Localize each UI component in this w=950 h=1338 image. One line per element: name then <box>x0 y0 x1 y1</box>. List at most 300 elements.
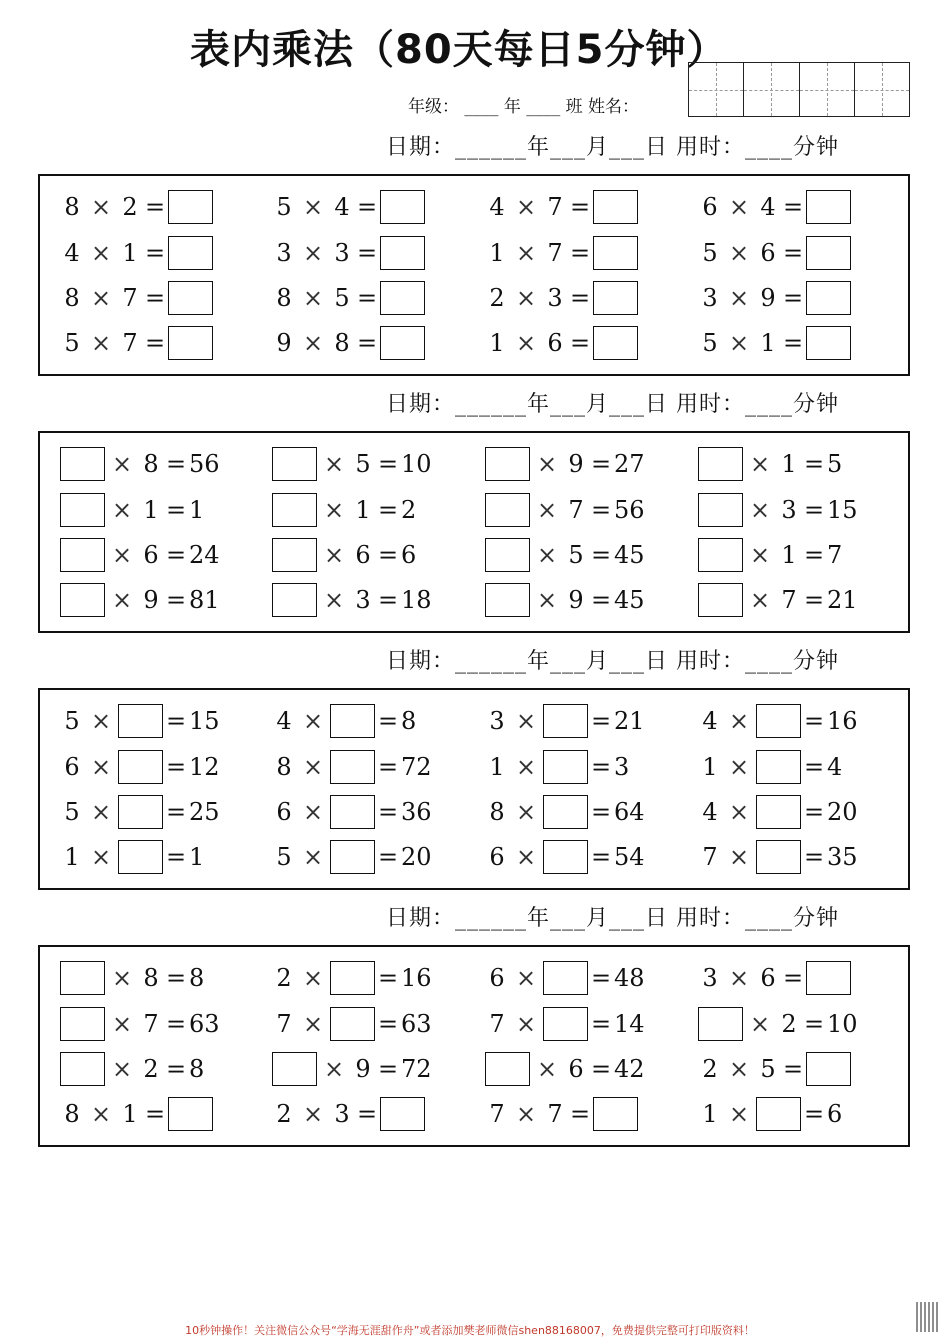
answer-box[interactable] <box>330 961 375 995</box>
answer-box[interactable] <box>806 281 851 315</box>
answer-box[interactable] <box>330 704 375 738</box>
problem <box>60 1005 223 1043</box>
times-sign: × <box>111 541 133 569</box>
times-sign: × <box>515 193 537 221</box>
qr-code-icon <box>916 1302 938 1332</box>
answer-box[interactable] <box>698 1007 743 1041</box>
equals-sign: = <box>356 1100 378 1128</box>
equals-sign: = <box>165 541 187 569</box>
problem <box>272 324 425 362</box>
equals-sign: = <box>144 329 166 357</box>
times-sign: × <box>90 843 112 871</box>
problem <box>485 1050 648 1088</box>
answer-box[interactable] <box>756 840 801 874</box>
answer-box[interactable] <box>380 190 425 224</box>
equals-sign: = <box>803 1010 825 1038</box>
problem <box>272 1050 435 1088</box>
times-sign: × <box>749 496 771 524</box>
equals-sign: = <box>356 329 378 357</box>
problem <box>272 445 435 483</box>
factor: 3 <box>334 1100 350 1128</box>
answer-box[interactable] <box>593 236 638 270</box>
factor: 8 <box>143 964 159 992</box>
name-box[interactable] <box>800 63 855 116</box>
answer-box[interactable] <box>698 493 743 527</box>
product: 8 <box>401 707 417 735</box>
problem <box>272 702 435 740</box>
factor: 9 <box>568 586 584 614</box>
equals-sign: = <box>803 753 825 781</box>
factor: 5 <box>334 284 350 312</box>
factor: 7 <box>568 496 584 524</box>
problem <box>485 234 638 272</box>
problem <box>272 234 425 272</box>
problem-section <box>38 688 910 890</box>
problem <box>485 1095 638 1133</box>
factor: 7 <box>781 586 797 614</box>
equals-sign: = <box>590 798 612 826</box>
grade-blank[interactable]: ____ <box>464 97 499 117</box>
answer-box[interactable] <box>485 447 530 481</box>
factor: 5 <box>64 329 80 357</box>
product: 7 <box>827 541 843 569</box>
problem <box>698 1050 851 1088</box>
answer-box[interactable] <box>330 750 375 784</box>
times-sign: × <box>728 193 750 221</box>
problem <box>485 536 648 574</box>
factor: 8 <box>276 284 292 312</box>
product: 36 <box>401 798 432 826</box>
times-sign: × <box>536 541 558 569</box>
problem <box>698 491 861 529</box>
equals-sign: = <box>590 541 612 569</box>
factor: 1 <box>702 753 718 781</box>
equals-sign: = <box>165 798 187 826</box>
times-sign: × <box>728 329 750 357</box>
answer-box[interactable] <box>168 236 213 270</box>
factor: 7 <box>547 193 563 221</box>
problem <box>698 1005 861 1043</box>
equals-sign: = <box>569 1100 591 1128</box>
problem <box>485 959 648 997</box>
answer-box[interactable] <box>593 326 638 360</box>
answer-box[interactable] <box>485 1052 530 1086</box>
factor: 4 <box>760 193 776 221</box>
answer-box[interactable] <box>168 1097 213 1131</box>
factor: 1 <box>781 541 797 569</box>
equals-sign: = <box>356 284 378 312</box>
product: 20 <box>827 798 858 826</box>
factor: 3 <box>276 239 292 267</box>
times-sign: × <box>536 586 558 614</box>
times-sign: × <box>515 707 537 735</box>
problem <box>485 188 638 226</box>
product: 27 <box>614 450 645 478</box>
product: 16 <box>401 964 432 992</box>
factor: 3 <box>489 707 505 735</box>
equals-sign: = <box>377 541 399 569</box>
equals-sign: = <box>165 496 187 524</box>
problem <box>60 959 223 997</box>
equals-sign: = <box>165 707 187 735</box>
product: 63 <box>401 1010 432 1038</box>
factor: 2 <box>702 1055 718 1083</box>
equals-sign: = <box>569 239 591 267</box>
problem <box>60 1050 223 1088</box>
factor: 8 <box>334 329 350 357</box>
times-sign: × <box>90 193 112 221</box>
problem <box>485 279 638 317</box>
factor: 6 <box>760 964 776 992</box>
factor: 4 <box>276 707 292 735</box>
factor: 5 <box>355 450 371 478</box>
answer-box[interactable] <box>543 795 588 829</box>
answer-box[interactable] <box>380 1097 425 1131</box>
equals-sign: = <box>144 193 166 221</box>
factor: 8 <box>143 450 159 478</box>
problem <box>485 838 648 876</box>
factor: 3 <box>702 284 718 312</box>
problem <box>698 748 861 786</box>
answer-box[interactable] <box>330 795 375 829</box>
times-sign: × <box>323 541 345 569</box>
times-sign: × <box>749 1010 771 1038</box>
factor: 7 <box>122 329 138 357</box>
times-sign: × <box>302 753 324 781</box>
equals-sign: = <box>803 707 825 735</box>
product: 24 <box>189 541 220 569</box>
answer-box[interactable] <box>756 750 801 784</box>
answer-box[interactable] <box>272 493 317 527</box>
factor: 4 <box>64 239 80 267</box>
times-sign: × <box>515 329 537 357</box>
times-sign: × <box>90 753 112 781</box>
answer-box[interactable] <box>272 1052 317 1086</box>
equals-sign: = <box>803 843 825 871</box>
problem <box>60 748 223 786</box>
factor: 2 <box>276 964 292 992</box>
factor: 4 <box>702 707 718 735</box>
factor: 9 <box>568 450 584 478</box>
times-sign: × <box>323 496 345 524</box>
times-sign: × <box>515 843 537 871</box>
times-sign: × <box>90 798 112 826</box>
times-sign: × <box>111 1010 133 1038</box>
times-sign: × <box>111 450 133 478</box>
problem <box>485 581 648 619</box>
answer-box[interactable] <box>806 1052 851 1086</box>
factor: 1 <box>122 239 138 267</box>
answer-box[interactable] <box>60 538 105 572</box>
equals-sign: = <box>144 1100 166 1128</box>
times-sign: × <box>515 753 537 781</box>
problem <box>272 536 435 574</box>
answer-box[interactable] <box>698 583 743 617</box>
answer-box[interactable] <box>380 326 425 360</box>
problem-section <box>38 174 910 376</box>
times-sign: × <box>728 964 750 992</box>
times-sign: × <box>728 284 750 312</box>
factor: 2 <box>276 1100 292 1128</box>
equals-sign: = <box>803 450 825 478</box>
times-sign: × <box>111 586 133 614</box>
factor: 1 <box>702 1100 718 1128</box>
answer-box[interactable] <box>118 840 163 874</box>
product: 72 <box>401 753 432 781</box>
answer-box[interactable] <box>272 538 317 572</box>
times-sign: × <box>728 843 750 871</box>
times-sign: × <box>302 798 324 826</box>
problem <box>272 279 425 317</box>
equals-sign: = <box>144 284 166 312</box>
times-sign: × <box>323 450 345 478</box>
equals-sign: = <box>377 1055 399 1083</box>
problem <box>272 748 435 786</box>
equals-sign: = <box>590 450 612 478</box>
equals-sign: = <box>165 450 187 478</box>
class-blank[interactable]: ____ <box>526 97 561 117</box>
factor: 5 <box>64 798 80 826</box>
equals-sign: = <box>782 193 804 221</box>
product: 64 <box>614 798 645 826</box>
answer-box[interactable] <box>698 447 743 481</box>
factor: 1 <box>143 496 159 524</box>
factor: 7 <box>489 1010 505 1038</box>
times-sign: × <box>536 1055 558 1083</box>
answer-box[interactable] <box>272 447 317 481</box>
factor: 8 <box>64 284 80 312</box>
factor: 2 <box>143 1055 159 1083</box>
product: 6 <box>827 1100 843 1128</box>
answer-box[interactable] <box>330 1007 375 1041</box>
equals-sign: = <box>165 1055 187 1083</box>
answer-box[interactable] <box>543 704 588 738</box>
answer-box[interactable] <box>380 281 425 315</box>
answer-box[interactable] <box>698 538 743 572</box>
answer-box[interactable] <box>168 190 213 224</box>
product: 45 <box>614 541 645 569</box>
equals-sign: = <box>377 798 399 826</box>
problem <box>698 838 861 876</box>
page-title: 表内乘法（80天每日5分钟） <box>190 27 728 73</box>
product: 56 <box>189 450 220 478</box>
equals-sign: = <box>803 496 825 524</box>
answer-box[interactable] <box>118 795 163 829</box>
factor: 8 <box>64 1100 80 1128</box>
answer-box[interactable] <box>485 493 530 527</box>
problem <box>485 748 648 786</box>
answer-box[interactable] <box>60 961 105 995</box>
answer-box[interactable] <box>593 281 638 315</box>
factor: 7 <box>489 1100 505 1128</box>
times-sign: × <box>323 1055 345 1083</box>
problem <box>60 324 213 362</box>
times-sign: × <box>749 541 771 569</box>
problem <box>272 1005 435 1043</box>
factor: 7 <box>276 1010 292 1038</box>
date-line: 日期：______年___月___日 用时：____分钟 <box>386 392 839 417</box>
grade-label: 年级： <box>408 97 459 117</box>
factor: 3 <box>702 964 718 992</box>
answer-box[interactable] <box>806 236 851 270</box>
answer-box[interactable] <box>593 1097 638 1131</box>
name-writing-boxes[interactable] <box>688 62 910 117</box>
factor: 4 <box>334 193 350 221</box>
answer-box[interactable] <box>756 704 801 738</box>
answer-box[interactable] <box>806 961 851 995</box>
factor: 4 <box>489 193 505 221</box>
times-sign: × <box>90 329 112 357</box>
factor: 5 <box>760 1055 776 1083</box>
answer-box[interactable] <box>380 236 425 270</box>
times-sign: × <box>515 1010 537 1038</box>
product: 81 <box>189 586 220 614</box>
equals-sign: = <box>590 1055 612 1083</box>
problem <box>485 793 648 831</box>
product: 3 <box>614 753 630 781</box>
product: 21 <box>614 707 645 735</box>
equals-sign: = <box>569 329 591 357</box>
times-sign: × <box>90 284 112 312</box>
answer-box[interactable] <box>806 190 851 224</box>
product: 18 <box>401 586 432 614</box>
answer-box[interactable] <box>543 961 588 995</box>
factor: 3 <box>781 496 797 524</box>
answer-box[interactable] <box>168 326 213 360</box>
problem <box>485 445 648 483</box>
name-box[interactable] <box>744 63 799 116</box>
factor: 5 <box>702 239 718 267</box>
times-sign: × <box>728 239 750 267</box>
equals-sign: = <box>377 496 399 524</box>
answer-box[interactable] <box>118 750 163 784</box>
product: 10 <box>401 450 432 478</box>
factor: 5 <box>64 707 80 735</box>
equals-sign: = <box>782 239 804 267</box>
equals-sign: = <box>377 586 399 614</box>
equals-sign: = <box>782 964 804 992</box>
class-label: 班 <box>565 97 583 117</box>
date-line: 日期：______年___月___日 用时：____分钟 <box>386 649 839 674</box>
factor: 2 <box>122 193 138 221</box>
factor: 3 <box>547 284 563 312</box>
times-sign: × <box>90 239 112 267</box>
product: 25 <box>189 798 220 826</box>
equals-sign: = <box>165 586 187 614</box>
problem <box>698 581 861 619</box>
factor: 6 <box>760 239 776 267</box>
answer-box[interactable] <box>543 840 588 874</box>
equals-sign: = <box>590 964 612 992</box>
answer-box[interactable] <box>118 704 163 738</box>
product: 8 <box>189 1055 205 1083</box>
equals-sign: = <box>590 707 612 735</box>
answer-box[interactable] <box>330 840 375 874</box>
times-sign: × <box>728 1055 750 1083</box>
problem <box>698 702 861 740</box>
times-sign: × <box>749 450 771 478</box>
product: 72 <box>401 1055 432 1083</box>
factor: 6 <box>489 843 505 871</box>
problem <box>60 793 223 831</box>
product: 20 <box>401 843 432 871</box>
product: 35 <box>827 843 858 871</box>
problem <box>698 324 851 362</box>
times-sign: × <box>536 496 558 524</box>
product: 21 <box>827 586 858 614</box>
equals-sign: = <box>803 798 825 826</box>
answer-box[interactable] <box>485 583 530 617</box>
equals-sign: = <box>569 284 591 312</box>
problem <box>60 581 223 619</box>
times-sign: × <box>515 284 537 312</box>
equals-sign: = <box>590 843 612 871</box>
product: 1 <box>189 843 205 871</box>
factor: 2 <box>781 1010 797 1038</box>
answer-box[interactable] <box>60 1052 105 1086</box>
product: 5 <box>827 450 843 478</box>
answer-box[interactable] <box>168 281 213 315</box>
factor: 1 <box>64 843 80 871</box>
times-sign: × <box>536 450 558 478</box>
factor: 8 <box>489 798 505 826</box>
problem <box>60 491 223 529</box>
answer-box[interactable] <box>806 326 851 360</box>
name-box[interactable] <box>855 63 909 116</box>
product: 6 <box>401 541 417 569</box>
equals-sign: = <box>165 843 187 871</box>
factor: 6 <box>276 798 292 826</box>
factor: 1 <box>489 329 505 357</box>
answer-box[interactable] <box>756 795 801 829</box>
name-box[interactable] <box>689 63 744 116</box>
times-sign: × <box>302 329 324 357</box>
factor: 6 <box>64 753 80 781</box>
times-sign: × <box>728 1100 750 1128</box>
answer-box[interactable] <box>756 1097 801 1131</box>
times-sign: × <box>515 798 537 826</box>
answer-box[interactable] <box>60 583 105 617</box>
answer-box[interactable] <box>485 538 530 572</box>
times-sign: × <box>302 707 324 735</box>
times-sign: × <box>111 964 133 992</box>
product: 1 <box>189 496 205 524</box>
answer-box[interactable] <box>60 447 105 481</box>
answer-box[interactable] <box>60 493 105 527</box>
problem <box>485 324 638 362</box>
times-sign: × <box>515 239 537 267</box>
factor: 7 <box>547 239 563 267</box>
factor: 6 <box>547 329 563 357</box>
problem <box>698 959 851 997</box>
problem <box>60 702 223 740</box>
factor: 3 <box>334 239 350 267</box>
problem <box>698 234 851 272</box>
answer-box[interactable] <box>60 1007 105 1041</box>
answer-box[interactable] <box>543 750 588 784</box>
problem <box>485 1005 648 1043</box>
factor: 8 <box>64 193 80 221</box>
product: 56 <box>614 496 645 524</box>
equals-sign: = <box>165 1010 187 1038</box>
problem <box>60 1095 213 1133</box>
equals-sign: = <box>377 964 399 992</box>
answer-box[interactable] <box>543 1007 588 1041</box>
answer-box[interactable] <box>272 583 317 617</box>
answer-box[interactable] <box>593 190 638 224</box>
factor: 6 <box>489 964 505 992</box>
product: 16 <box>827 707 858 735</box>
